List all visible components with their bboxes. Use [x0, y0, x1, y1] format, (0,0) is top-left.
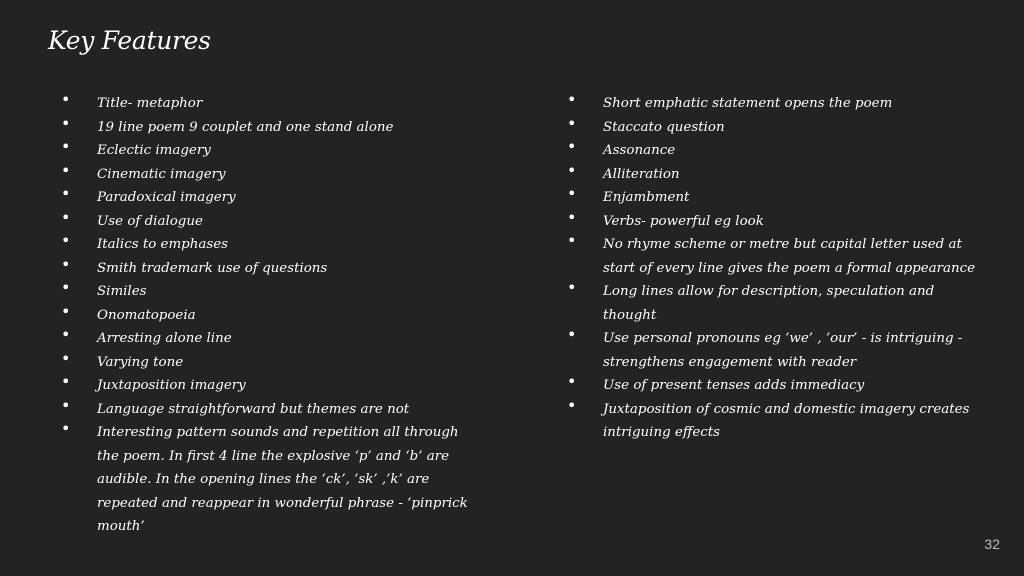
bullet-icon: •: [61, 207, 71, 227]
bullet-icon: •: [567, 325, 577, 344]
bullet-icon: •: [567, 160, 577, 180]
bullet-item: [61, 421, 481, 539]
bullet-icon: •: [567, 278, 577, 297]
bullet-item: [61, 92, 481, 116]
bullet-text: Verbs- powerful eg look: [603, 213, 764, 229]
bullet-text: Alliteration: [603, 166, 680, 182]
bullet-text: No rhyme scheme or metre but capital letter used at start of every line gives the poem a formal appearance: [603, 237, 976, 276]
bullet-text: Italics to emphases: [97, 237, 229, 252]
bullet-icon: •: [567, 395, 577, 415]
bullet-item: [61, 139, 481, 163]
bullet-text: Cinematic imagery: [97, 166, 226, 182]
bullet-item: [567, 186, 977, 210]
bullet-item: [61, 348, 481, 375]
bullet-item: [567, 207, 977, 234]
bullet-text: Paradoxical imagery: [97, 190, 236, 205]
bullet-icon: •: [567, 207, 577, 227]
bullet-text: Use of dialogue: [97, 213, 203, 229]
bullet-icon: •: [567, 184, 577, 203]
bullet-item: [61, 280, 481, 304]
bullet-icon: •: [61, 395, 71, 415]
bullet-text: 19 line poem 9 couplet and one stand alone: [97, 119, 394, 135]
bullet-icon: •: [61, 301, 71, 321]
bullet-text: Staccato question: [603, 119, 725, 135]
bullet-item: [61, 113, 481, 140]
bullet-icon: •: [61, 184, 71, 203]
bullet-text: Arresting alone line: [97, 331, 232, 346]
bullet-text: Smith trademark use of questions: [97, 260, 328, 276]
bullet-text: Assonance: [603, 143, 676, 158]
bullet-text: Use personal pronouns eg ‘we’ , ‘our’ - is intriguing - strengthens engagement with reader: [603, 331, 963, 370]
bullet-item: [61, 395, 481, 422]
bullet-item: [61, 233, 481, 257]
bullet-item: [567, 139, 977, 163]
page-number: 32: [984, 536, 1000, 552]
bullet-text: Use of present tenses adds immediacy: [603, 378, 865, 393]
bullet-text: Title- metaphor: [97, 96, 203, 111]
bullet-text: Language straightforward but themes are not: [97, 401, 410, 417]
bullet-item: [567, 92, 977, 116]
bullet-item: [61, 374, 481, 398]
bullet-item: [567, 233, 977, 280]
bullet-item: [61, 254, 481, 281]
bullet-icon: •: [61, 254, 71, 274]
bullet-icon: •: [567, 231, 577, 250]
bullet-item: [567, 160, 977, 187]
bullet-icon: •: [61, 90, 71, 109]
bullet-text: Varying tone: [97, 354, 184, 370]
bullet-icon: •: [61, 372, 71, 391]
bullet-icon: •: [61, 231, 71, 250]
bullet-item: [567, 327, 977, 374]
bullet-item: [567, 395, 977, 445]
bullet-item: [61, 186, 481, 210]
bullet-text: Enjambment: [603, 190, 690, 205]
slide-title: Key Features: [48, 26, 211, 55]
bullet-item: [61, 301, 481, 328]
bullet-text: Onomatopoeia: [97, 307, 196, 323]
bullet-item: [567, 374, 977, 398]
bullet-text: Short emphatic statement opens the poem: [603, 96, 893, 111]
bullet-text: Juxtaposition of cosmic and domestic imagery creates intriguing effects: [603, 401, 970, 440]
bullet-icon: •: [567, 90, 577, 109]
bullet-icon: •: [567, 137, 577, 156]
bullet-icon: •: [61, 348, 71, 368]
bullet-text: Interesting pattern sounds and repetition all through the poem. In first 4 line the explosive ‘p’ and ‘b’ are audible. In the opening lines the ‘ck’, ‘sk’ ,’k’ are repeated and reappear in wonderful phrase - ‘pinprick mouth’: [97, 425, 468, 534]
bullet-text: Long lines allow for description, speculation and thought: [603, 284, 935, 323]
bullet-item: [567, 280, 977, 327]
bullet-text: Eclectic imagery: [97, 143, 211, 158]
bullet-item: [61, 207, 481, 234]
left-bullet-list: [61, 92, 481, 539]
bullet-item: [567, 113, 977, 140]
bullet-icon: •: [61, 278, 71, 297]
bullet-icon: •: [61, 160, 71, 180]
bullet-icon: •: [61, 325, 71, 344]
bullet-icon: •: [61, 113, 71, 133]
bullet-icon: •: [61, 419, 71, 438]
bullet-icon: •: [567, 113, 577, 133]
right-bullet-list: [567, 92, 977, 445]
bullet-icon: •: [567, 372, 577, 391]
bullet-icon: •: [61, 137, 71, 156]
bullet-item: [61, 160, 481, 187]
bullet-text: Juxtaposition imagery: [97, 378, 246, 393]
bullet-item: [61, 327, 481, 351]
bullet-text: Similes: [97, 284, 147, 299]
